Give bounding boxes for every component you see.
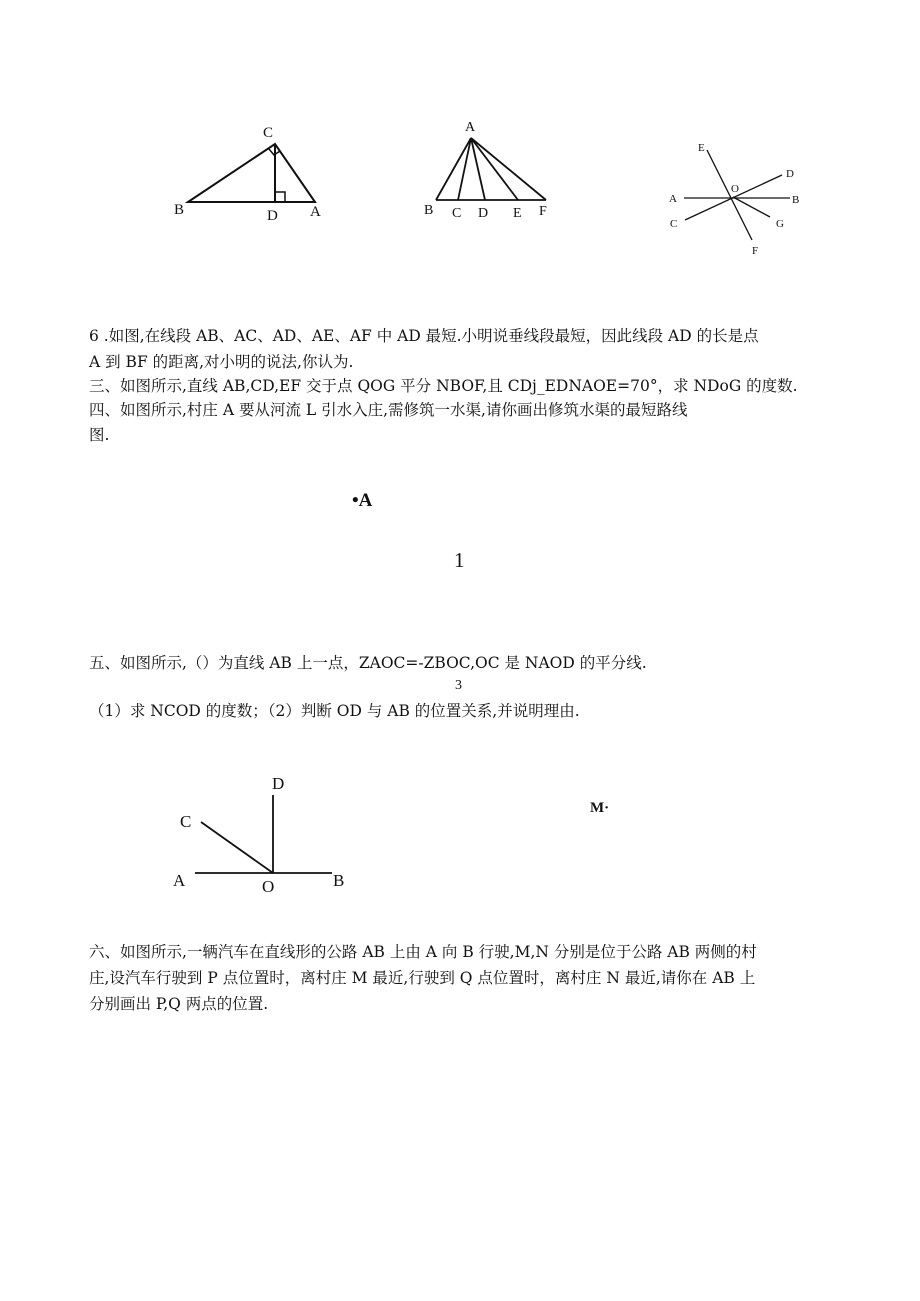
figure-intersecting-lines [660,135,810,265]
label-a: A [669,193,677,205]
river-label: 1 [454,548,465,572]
line-ef [707,150,752,240]
label-d: D [786,168,794,180]
label-d: D [272,774,285,793]
label-c: C [180,812,192,831]
right-angle-mark-d [275,192,285,202]
question-6b-line-3: 分别画出 P,Q 两点的位置. [89,995,269,1013]
question-6-line-1: 6 .如图,在线段 AB、AC、AD、AE、AF 中 AD 最短.小明说垂线段最短，因此线段 AD 的长是点 [89,327,759,345]
label-c: C [452,206,462,221]
label-d: D [267,208,278,224]
label-o: O [731,183,739,195]
ray-oc [201,822,273,873]
label-c: C [263,125,274,141]
triangle-abc [188,144,315,202]
question-5-line-2: （1）求 NCOD 的度数；（2）判断 OD 与 AB 的位置关系,并说明理由. [89,702,580,720]
figure-segment-fan [415,112,575,227]
label-g: G [776,218,784,230]
figure-angle-bisector [160,765,380,900]
label-a: A [173,871,186,890]
label-a: A [465,120,476,135]
label-o: O [262,877,275,896]
label-c: C [670,218,678,230]
label-b: B [424,203,434,218]
label-e: E [698,142,705,154]
label-a: A [310,204,321,220]
question-4-line-1: 四、如图所示,村庄 A 要从河流 L 引水入庄,需修筑一水渠,请你画出修筑水渠的最短路线 [89,401,688,419]
question-3: 三、如图所示,直线 AB,CD,EF 交于点 QOG 平分 NBOF,且 CDj_EDNAOE=70°，求 NDoG 的度数. [89,377,798,395]
label-d: D [478,206,489,221]
label-b: B [174,202,185,218]
segment-ab [436,138,471,200]
village-point-m: M· [590,800,610,816]
label-b: B [333,871,345,890]
label-f: F [752,245,759,257]
question-6b-line-1: 六、如图所示,一辆汽车在直线形的公路 AB 上由 A 向 B 行驶,M,N 分别是位于公路 AB 两侧的村 [89,943,757,961]
label-f: F [539,204,547,219]
village-point-a: •A [352,490,373,511]
label-b: B [792,194,800,206]
segment-ac [458,138,471,200]
fraction-denominator: 3 [455,678,462,693]
question-6b-line-2: 庄,设汽车行驶到 P 点位置时，离村庄 M 最近,行驶到 Q 点位置时，离村庄 N 最近,请你在 AB 上 [89,969,756,987]
label-e: E [513,206,522,221]
figure-right-triangle [150,110,350,230]
question-5-line-1: 五、如图所示,（）为直线 AB 上一点，ZAOC=-ZBOC,OC 是 NAOD 的平分线. [89,654,647,672]
question-4-line-2: 图. [89,426,110,444]
question-6-line-2: A 到 BF 的距离,对小明的说法,你认为. [89,353,354,371]
